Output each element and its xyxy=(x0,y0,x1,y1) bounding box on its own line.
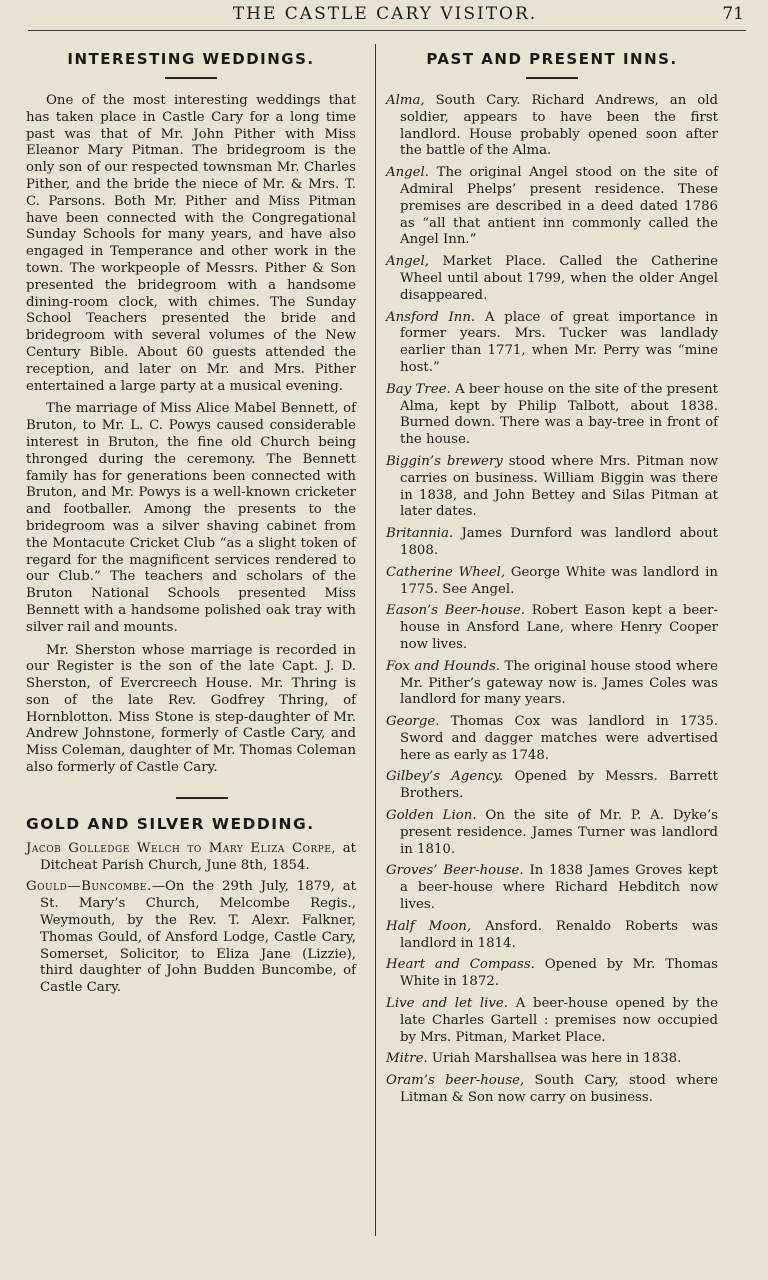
inn-name: Heart and Compass. xyxy=(386,957,535,973)
inn-entry xyxy=(386,603,718,653)
inn-name: Live and let live. xyxy=(386,996,509,1012)
inn-text: A beer house on the site of the present Alma, kept by Philip Talbott, about 1838. Burned down. There was a bay-tree in front of the house. xyxy=(400,381,719,448)
spacer xyxy=(26,833,356,841)
inn-text: The original house stood where Mr. Pither’s gateway now is. James Coles was landlord for many years. xyxy=(400,658,718,708)
inn-name: Britannia. xyxy=(386,526,454,542)
inn-entry xyxy=(386,996,718,1046)
inn-entry xyxy=(386,863,718,913)
inn-entry xyxy=(386,165,718,249)
page-header xyxy=(0,0,768,30)
inn-entry xyxy=(386,1073,718,1107)
inn-name: Biggin’s brewery xyxy=(386,453,503,469)
inn-text: Opened by Mr. Thomas White in 1872. xyxy=(400,957,718,990)
inn-entry xyxy=(386,454,718,521)
wedding-paragraph: One of the most interesting weddings that has taken place in Castle Cary for a long time past was that of Mr. John Pither with Miss Eleanor Mary Pitman. The bridegroom is the only son of our respected townsman Mr. Charles Pither, and the bride the niece of Mr. & Mrs. T. C. Parsons. Both Mr. Pither and Miss Pitman have been connected with the Congregational Sunday Schools for many years, and have also engaged in Temperance and other work in the town. The workpeople of Messrs. Pither & Son presented the bridegroom with a handsome dining-room clock, with chimes. The Sunday School Teachers presented the bride and bridegroom with several volumes of the New Century Bible. About 60 guests attended the reception, and later on Mr. and Mrs. Pither entertained a large party at a musical evening. xyxy=(26,93,356,394)
header-rule xyxy=(28,30,746,31)
weddings-heading: INTERESTING WEDDINGS. xyxy=(67,50,315,68)
inn-text: A place of great importance in former years. Mrs. Tucker was landlady earlier than 1771, when Mr. Perry was “mine host.” xyxy=(400,309,719,375)
entry-text: at Ditcheat Parish Church, June 8th, 1854. xyxy=(40,840,357,873)
inn-entry xyxy=(386,310,718,377)
inn-entry xyxy=(386,808,718,858)
inn-name: Oram’s beer-house, xyxy=(386,1073,525,1089)
section-rule xyxy=(176,797,228,799)
anniversary-entry xyxy=(26,879,356,997)
inn-name: Ansford Inn. xyxy=(386,309,476,325)
left-column xyxy=(26,40,356,1002)
inn-text: George White was landlord in 1775. See Angel. xyxy=(400,564,718,597)
inn-name: Eason’s Beer-house. xyxy=(386,603,526,619)
anniversary-entry xyxy=(26,841,356,875)
inn-text: Uriah Marshallsea was here in 1838. xyxy=(427,1051,682,1067)
inn-entry xyxy=(386,93,718,160)
entry-names: Gould—Buncombe. xyxy=(26,879,152,895)
inn-entry xyxy=(386,382,718,449)
inn-text: Thomas Cox was landlord in 1735. Sword and dagger matches were advertised here as early as 1748. xyxy=(400,714,718,763)
running-title: THE CASTLE CARY VISITOR. xyxy=(232,4,538,24)
entry-text: —On the 29th July, 1879, at St. Mary’s Church, Melcombe Regis., Weymouth, by the Rev. T. Alexr. Falkner, Thomas Gould, of Ansford Lodge, Castle Cary, Somerset, Solicitor, to Eliza Jane (Lizzie), third daughter of John Budden Buncombe, of Castle Cary. xyxy=(40,879,356,996)
inn-text: stood where Mrs. Pitman now carries on business. William Biggin was there in 1838, and John Bettey and Silas Pitman at later dates. xyxy=(400,453,718,520)
inn-name: Groves’ Beer-house. xyxy=(386,863,524,879)
inn-name: Angel, xyxy=(386,254,430,270)
inn-name: Mitre. xyxy=(386,1051,428,1067)
entry-names: Jacob Golledge Welch to Mary Eliza Corpe, xyxy=(26,840,337,856)
inn-text: Market Place. Called the Catherine Wheel until about 1799, when the older Angel disappeared. xyxy=(400,254,718,303)
inn-name: Alma, xyxy=(386,93,425,108)
inn-name: Bay Tree. xyxy=(386,381,451,397)
inn-entry xyxy=(386,919,718,953)
inn-text: James Durnford was landlord about 1808. xyxy=(400,526,718,558)
inn-name: Gilbey’s Agency. xyxy=(386,769,504,785)
heading-rule xyxy=(526,77,578,79)
inn-name: Catherine Wheel, xyxy=(386,564,506,580)
inn-entry xyxy=(386,659,718,709)
inn-name: Angel. xyxy=(386,165,430,181)
inn-entry xyxy=(386,254,718,304)
inns-heading: PAST AND PRESENT INNS. xyxy=(426,50,678,68)
page-number: 71 xyxy=(722,4,744,24)
inn-text: On the site of Mr. P. A. Dyke’s present residence. James Turner was landlord in 1810. xyxy=(400,808,718,857)
inn-entry xyxy=(386,526,718,560)
inn-text: The original Angel stood on the site of Admiral Phelps’ present residence. These premises are described in a deed dated 1786 as “all that antient inn commonly called the Angel Inn.” xyxy=(400,165,718,248)
inn-text: Robert Eason kept a beer-house in Ansford Lane, where Henry Cooper now lives. xyxy=(400,603,718,652)
wedding-paragraph: Mr. Sherston whose marriage is recorded in our Register is the son of the late Capt. J. D. Sherston, of Evercreech House. Mr. Thring is son of the late Rev. Godfrey Thring, of Hornblotton. Miss Stone is step-daughter of Mr. Andrew Johnstone, formerly of Castle Cary, and Miss Coleman, daughter of Mr. Thomas Coleman also formerly of Castle Cary. xyxy=(26,642,357,776)
inn-name: George. xyxy=(386,714,440,730)
gold-silver-heading: GOLD AND SILVER WEDDING. xyxy=(26,814,315,833)
inn-text: Ansford. Renaldo Roberts was landlord in 1814. xyxy=(400,918,718,951)
inn-entry xyxy=(386,769,718,803)
inn-entry xyxy=(386,957,718,991)
inn-name: Fox and Hounds. xyxy=(386,658,501,674)
inn-text: In 1838 James Groves kept a beer-house where Richard Hebditch now lives. xyxy=(400,863,718,913)
inn-text: South Cary, stood where Litman & Son now carry on business. xyxy=(400,1073,718,1106)
inn-text: Opened by Messrs. Barrett Brothers. xyxy=(400,769,718,802)
inn-text: South Cary. Richard Andrews, an old soldier, appears to have been the first landlord. House probably opened soon after the battle of the Alma. xyxy=(400,93,718,159)
inn-name: Half Moon, xyxy=(386,918,472,934)
inn-entry xyxy=(386,714,718,764)
inn-entry xyxy=(386,1051,718,1068)
inn-entry xyxy=(386,565,718,599)
inn-name: Golden Lion. xyxy=(386,808,477,824)
column-divider xyxy=(375,44,376,1236)
heading-rule xyxy=(165,77,217,79)
inn-text: A beer-house opened by the late Charles Gartell : premises now occupied by Mrs. Pitman, Market Place. xyxy=(400,996,718,1045)
right-column xyxy=(386,40,718,1112)
wedding-paragraph: The marriage of Miss Alice Mabel Bennett, of Bruton, to Mr. L. C. Powys caused considerable interest in Bruton, the fine old Church being thronged during the ceremony. The Bennett family has for generations been connected with Bruton, and Mr. Powys is a well-known cricketer and footballer. Among the presents to the bridegroom was a silver shaving cabinet from the Montacute Cricket Club “as a slight token of regard for the magnificent services rendered to our Club.” The teachers and scholars of the Bruton National Schools presented Miss Bennett with a handsome polished oak tray with silver rail and mounts. xyxy=(26,401,356,635)
